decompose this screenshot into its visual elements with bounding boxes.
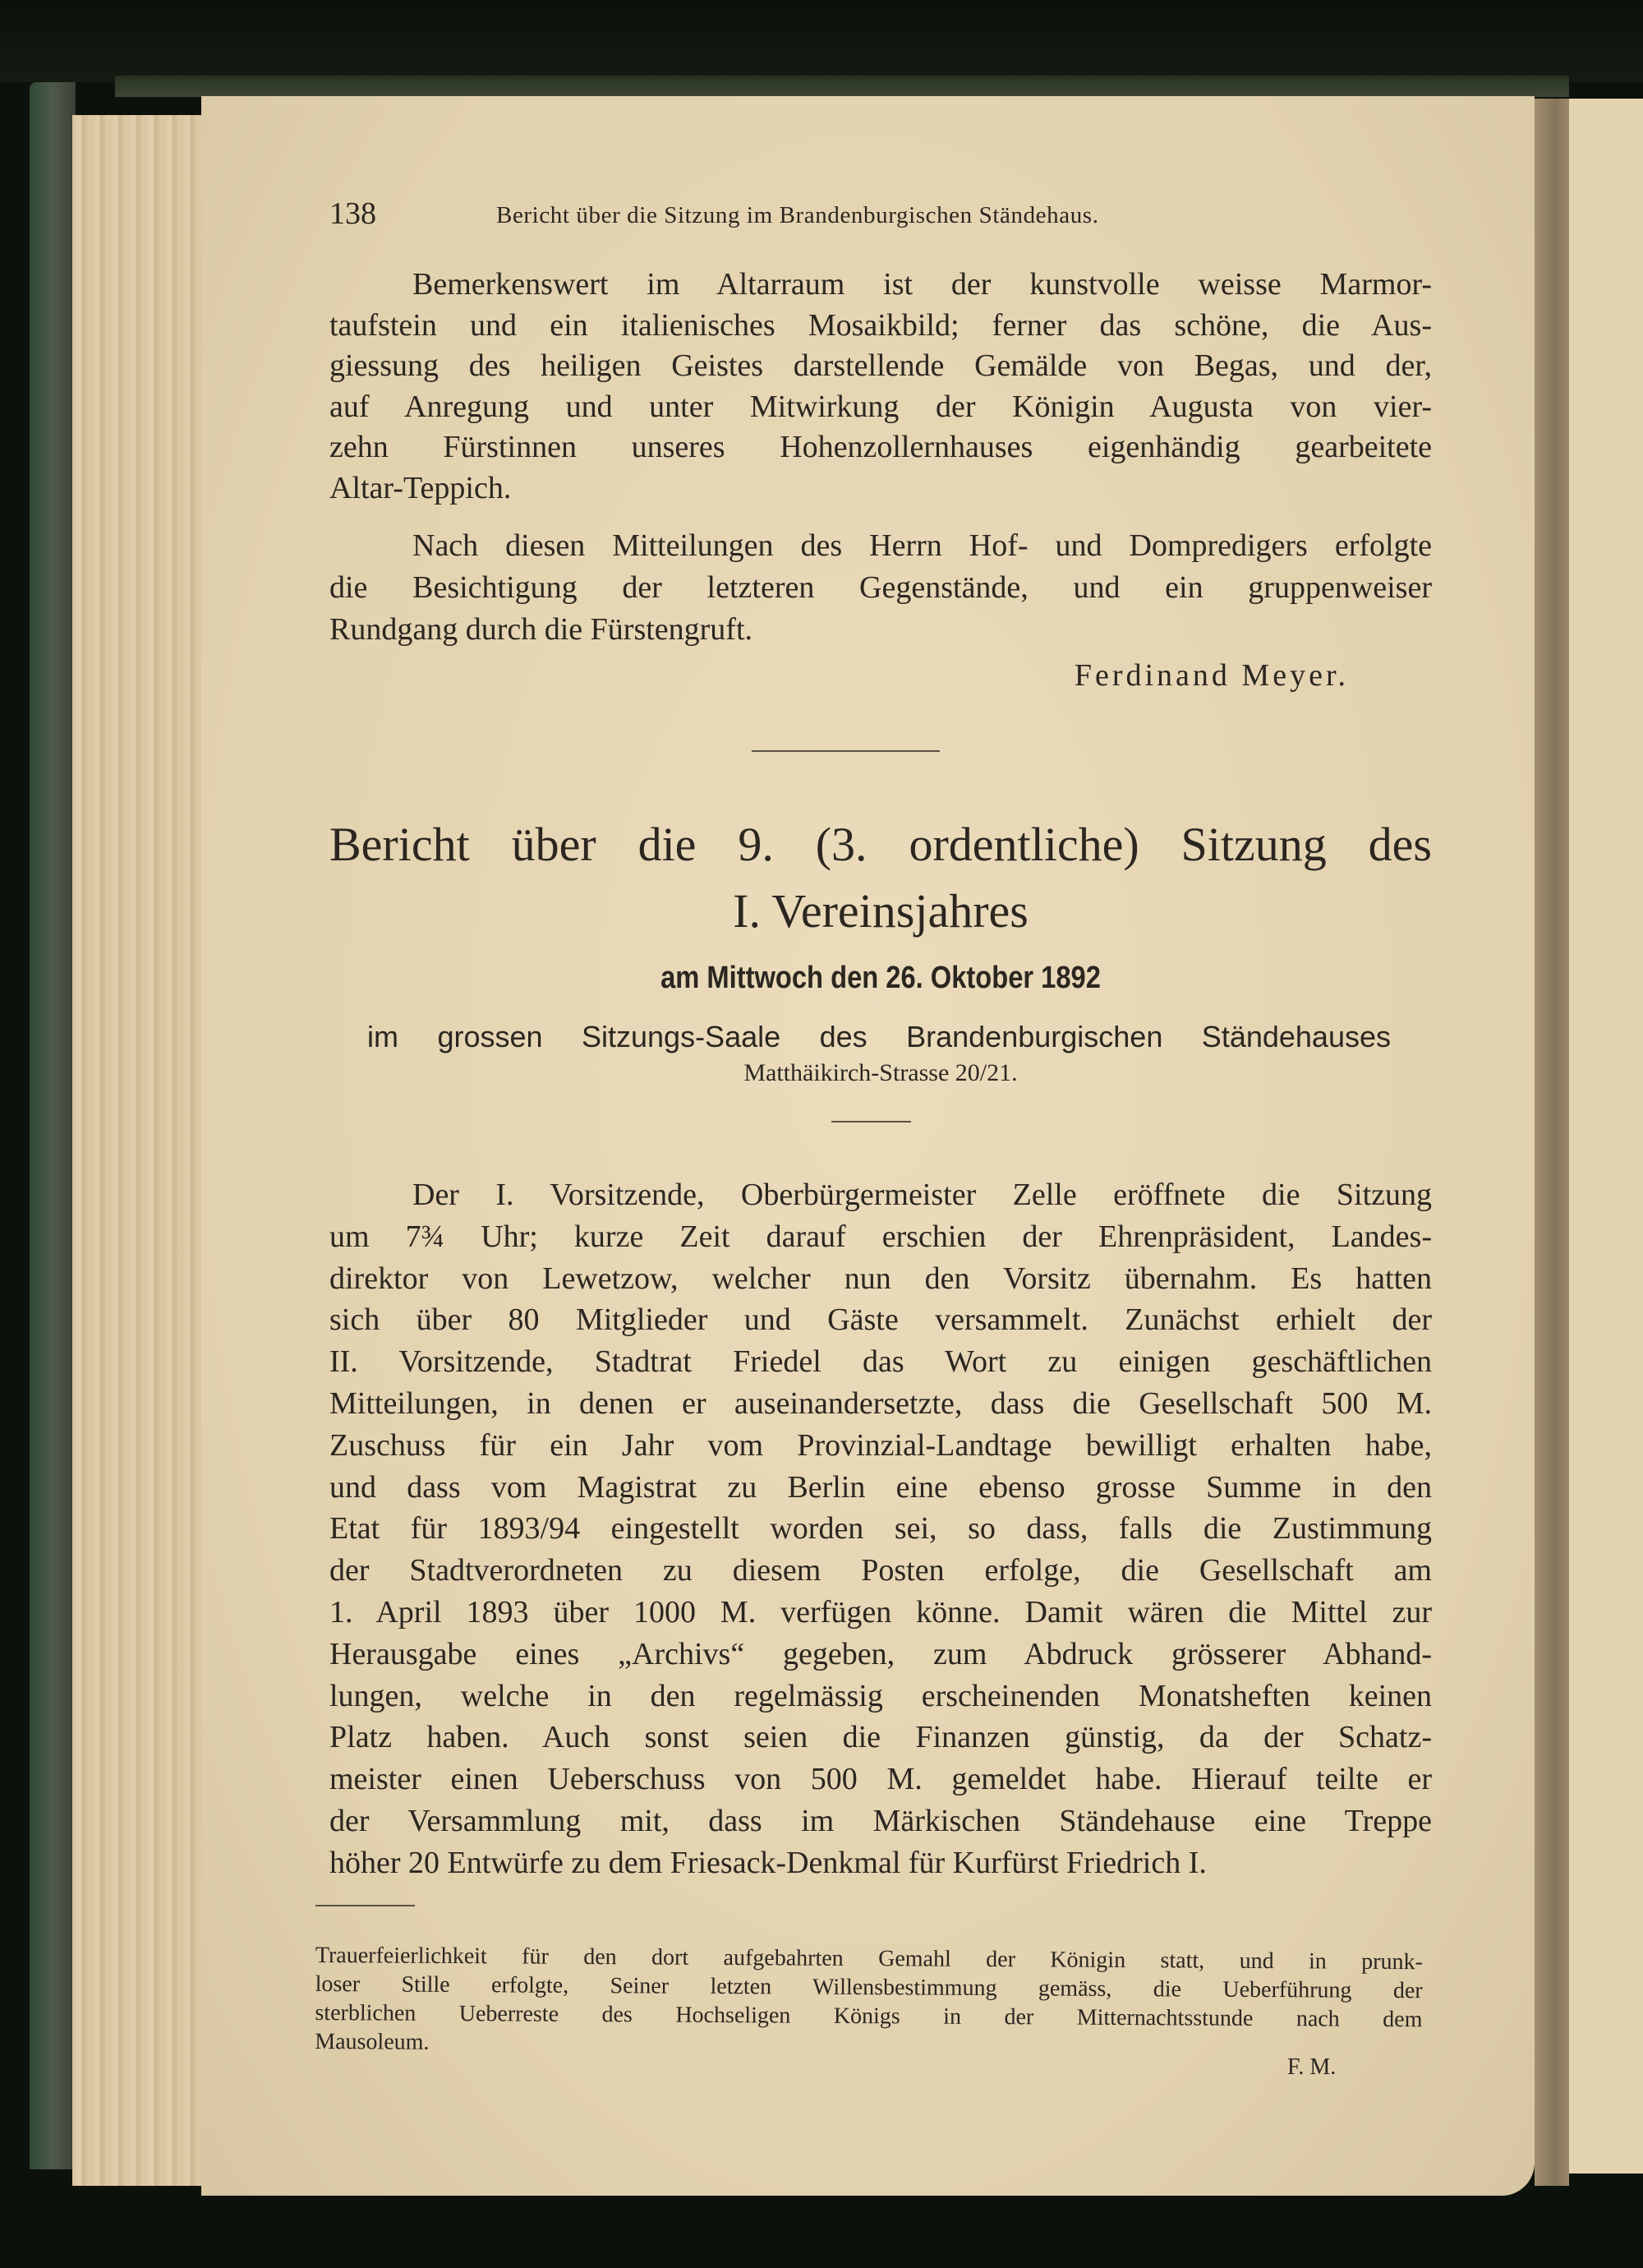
- section-divider: [752, 750, 940, 752]
- text-line: Etat für 1893/94 eingestellt worden sei, so dass, falls die Zustimmung: [329, 1511, 1432, 1547]
- book-headband: [115, 76, 1569, 97]
- text-line: Zuschuss für ein Jahr vom Provinzial-Landtage bewilligt erhalten habe,: [329, 1427, 1432, 1463]
- facing-page-edge: [1569, 99, 1643, 2174]
- paragraph-2: [329, 525, 1432, 651]
- text-line: Platz haben. Auch sonst seien die Finanzen günstig, da der Schatz-: [329, 1720, 1432, 1755]
- text-line: giessung des heiligen Geistes darstellende Gemälde von Begas, und der,: [329, 348, 1432, 384]
- text-line: meister einen Ueberschuss von 500 M. gemeldet habe. Hierauf teilte er: [329, 1762, 1432, 1797]
- text-line: Der I. Vorsitzende, Oberbürgermeister Zelle eröffnete die Sitzung: [412, 1178, 1432, 1212]
- text-line: sterblichen Ueberreste des Hochseligen Königs in der Mitternachtsstunde nach dem: [315, 1999, 1423, 2033]
- text-line: die Besichtigung der letzteren Gegenstände, und ein gruppenweiser: [329, 570, 1432, 605]
- text-line: Mausoleum.: [315, 2028, 430, 2055]
- text-line: direktor von Lewetzow, welcher nun den Vorsitz übernahm. Es hatten: [329, 1261, 1432, 1296]
- text-line: 1. April 1893 über 1000 M. verfügen könne. Damit wären die Mittel zur: [329, 1594, 1432, 1630]
- text-line: Mitteilungen, in denen er auseinandersetzte, dass die Gesellschaft 500 M.: [329, 1385, 1432, 1421]
- text-line: Rundgang durch die Fürstengruft.: [329, 612, 753, 647]
- book-cover-edge: [30, 82, 76, 2169]
- report-venue: im grossen Sitzungs-Saale des Brandenburgischen Ständehauses: [367, 1020, 1391, 1053]
- text-line: loser Stille erfolgte, Seiner letzten Willensbestimmung gemäss, die Ueberführung der: [315, 1971, 1423, 2004]
- paragraph-1: [329, 265, 1432, 509]
- page-number: 138: [329, 196, 376, 231]
- text-line: lungen, welche in den regelmässig erscheinenden Monatsheften keinen: [329, 1678, 1432, 1713]
- text-line: zehn Fürstinnen unseres Hohenzollernhauses eigenhändig gearbeitete: [329, 430, 1432, 465]
- text-line: II. Vorsitzende, Stadtrat Friedel das Wort zu einigen geschäftlichen: [329, 1344, 1432, 1380]
- text-line: sich über 80 Mitglieder und Gäste versammelt. Zunächst erhielt der: [329, 1302, 1432, 1338]
- report-address: Matthäikirch-Strasse 20/21.: [743, 1059, 1018, 1086]
- footnote-rule: [315, 1905, 415, 1906]
- running-head: Bericht über die Sitzung im Brandenburgischen Ständehaus.: [496, 202, 1099, 228]
- text-line: Herausgabe eines „Archivs“ gegeben, zum Abdruck grösserer Abhand-: [329, 1636, 1432, 1671]
- footnote: [315, 1941, 1423, 2063]
- report-date: am Mittwoch den 26. Oktober 1892: [660, 961, 1101, 995]
- page-stack-edges: [72, 115, 204, 2186]
- text-line: der Versammlung mit, dass im Märkischen Ständehause eine Treppe: [329, 1803, 1432, 1838]
- short-divider: [831, 1121, 911, 1122]
- footnote-signature: F. M.: [1287, 2054, 1337, 2080]
- text-line: Bemerkenswert im Altarraum ist der kunstvolle weisse Marmor-: [412, 267, 1432, 302]
- report-title-line-2: I. Vereinsjahres: [733, 884, 1029, 938]
- text-line: Altar-Teppich.: [329, 470, 512, 505]
- signature: Ferdinand Meyer.: [1074, 658, 1349, 693]
- paragraph-3: [329, 1174, 1432, 1884]
- book-cover-top: [0, 0, 1643, 82]
- book-gutter: [1535, 99, 1569, 2186]
- text-line: der Stadtverordneten zu diesem Posten erfolge, die Gesellschaft am: [329, 1553, 1432, 1588]
- text-line: Trauerfeierlichkeit für den dort aufgebahrten Gemahl der Königin statt, und in prunk-: [315, 1943, 1423, 1975]
- text-line: auf Anregung und unter Mitwirkung der Königin Augusta von vier-: [329, 389, 1432, 424]
- report-title-line-1: Bericht über die 9. (3. ordentliche) Sitzung des: [329, 818, 1432, 871]
- text-line: um 7¾ Uhr; kurze Zeit darauf erschien der Ehrenpräsident, Landes-: [329, 1219, 1432, 1254]
- text-line: Nach diesen Mitteilungen des Herrn Hof- und Dompredigers erfolgte: [412, 528, 1432, 563]
- text-line: und dass vom Magistrat zu Berlin eine ebenso grosse Summe in den: [329, 1469, 1432, 1505]
- text-line: taufstein und ein italienisches Mosaikbild; ferner das schöne, die Aus-: [329, 307, 1432, 343]
- text-line: höher 20 Entwürfe zu dem Friesack-Denkmal für Kurfürst Friedrich I.: [329, 1845, 1207, 1880]
